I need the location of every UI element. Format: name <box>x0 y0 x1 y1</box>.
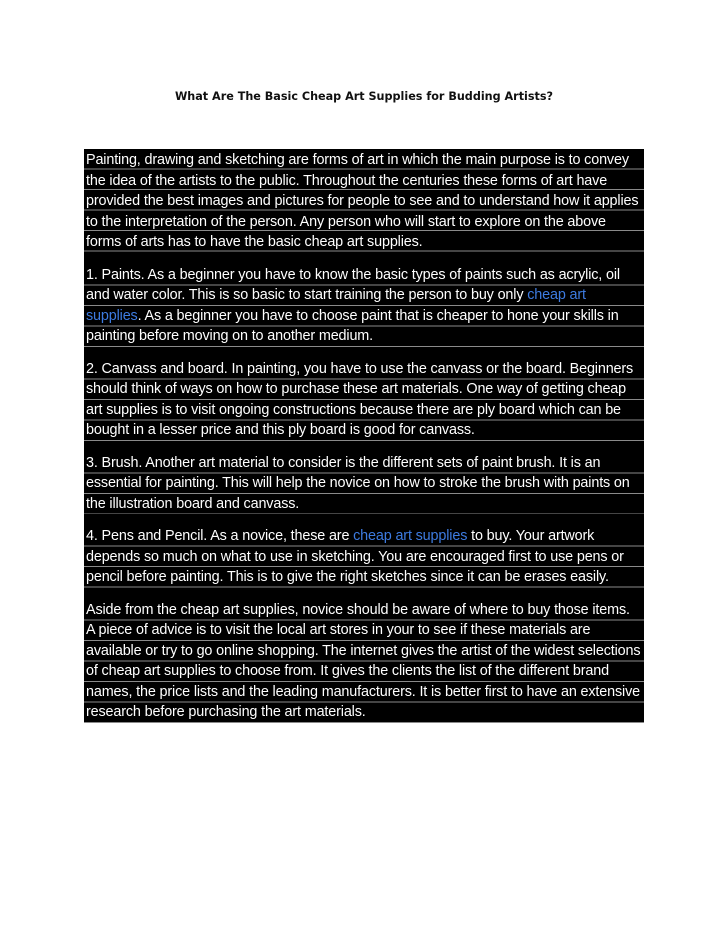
paints-text-before-link: 1. Paints. As a beginner you have to know the basic types of paints such as acrylic, oil and water color. This is so basic to start training the person to buy only <box>86 266 620 303</box>
paints-paragraph <box>84 265 644 347</box>
brush-paragraph: 3. Brush. Another art material to consider is the different sets of paint brush. It is an essential for painting. This will help the novice on how to stroke the brush with paints on the illustration board and canvass. <box>84 453 644 515</box>
cheap-art-supplies-link[interactable]: cheap art supplies <box>353 528 468 544</box>
canvass-paragraph: 2. Canvass and board. In painting, you have to use the canvass or the board. Beginners should think of ways on how to purchase these art materials. One way of getting cheap art supplies is to visit ongoing constructions because there are ply board which can be bought in a lesser price and this ply board is good for canvass. <box>84 359 644 441</box>
pens-pencil-paragraph <box>84 526 644 588</box>
document-title: What Are The Basic Cheap Art Supplies for Budding Artists? <box>174 90 554 103</box>
article-body <box>84 149 644 723</box>
paints-text-after-link: . As a beginner you have to choose paint that is cheaper to hone your skills in painting before moving on to another medium. <box>86 307 619 344</box>
pens-text-after-link: to buy. Your artwork depends so much on what to use in sketching. You are encouraged first to use pens or pencil before painting. This is to give the right sketches since it can be erases easily. <box>86 528 624 585</box>
intro-paragraph: Painting, drawing and sketching are forms of art in which the main purpose is to convey the idea of the artists to the public. Throughout the centuries these forms of art have provided the best images and pictures for people to see and to understand how it applies to the interpretation of the person. Any person who will start to explore on the above forms of arts has to have the basic cheap art supplies. <box>84 149 644 253</box>
pens-text-before-link: 4. Pens and Pencil. As a novice, these are <box>86 528 354 544</box>
closing-paragraph: Aside from the cheap art supplies, novice should be aware of where to buy those items. A piece of advice is to visit the local art stores in your to see if these materials are available or try to go online shopping. The internet gives the artist of the widest selections of cheap art supplies to choose from. It gives the clients the list of the different brand names, the price lists and the leading manufacturers. It is better first to have an extensive research before purchasing the art materials. <box>84 600 644 723</box>
cheap-art-supplies-link[interactable]: cheap art supplies <box>86 287 586 324</box>
